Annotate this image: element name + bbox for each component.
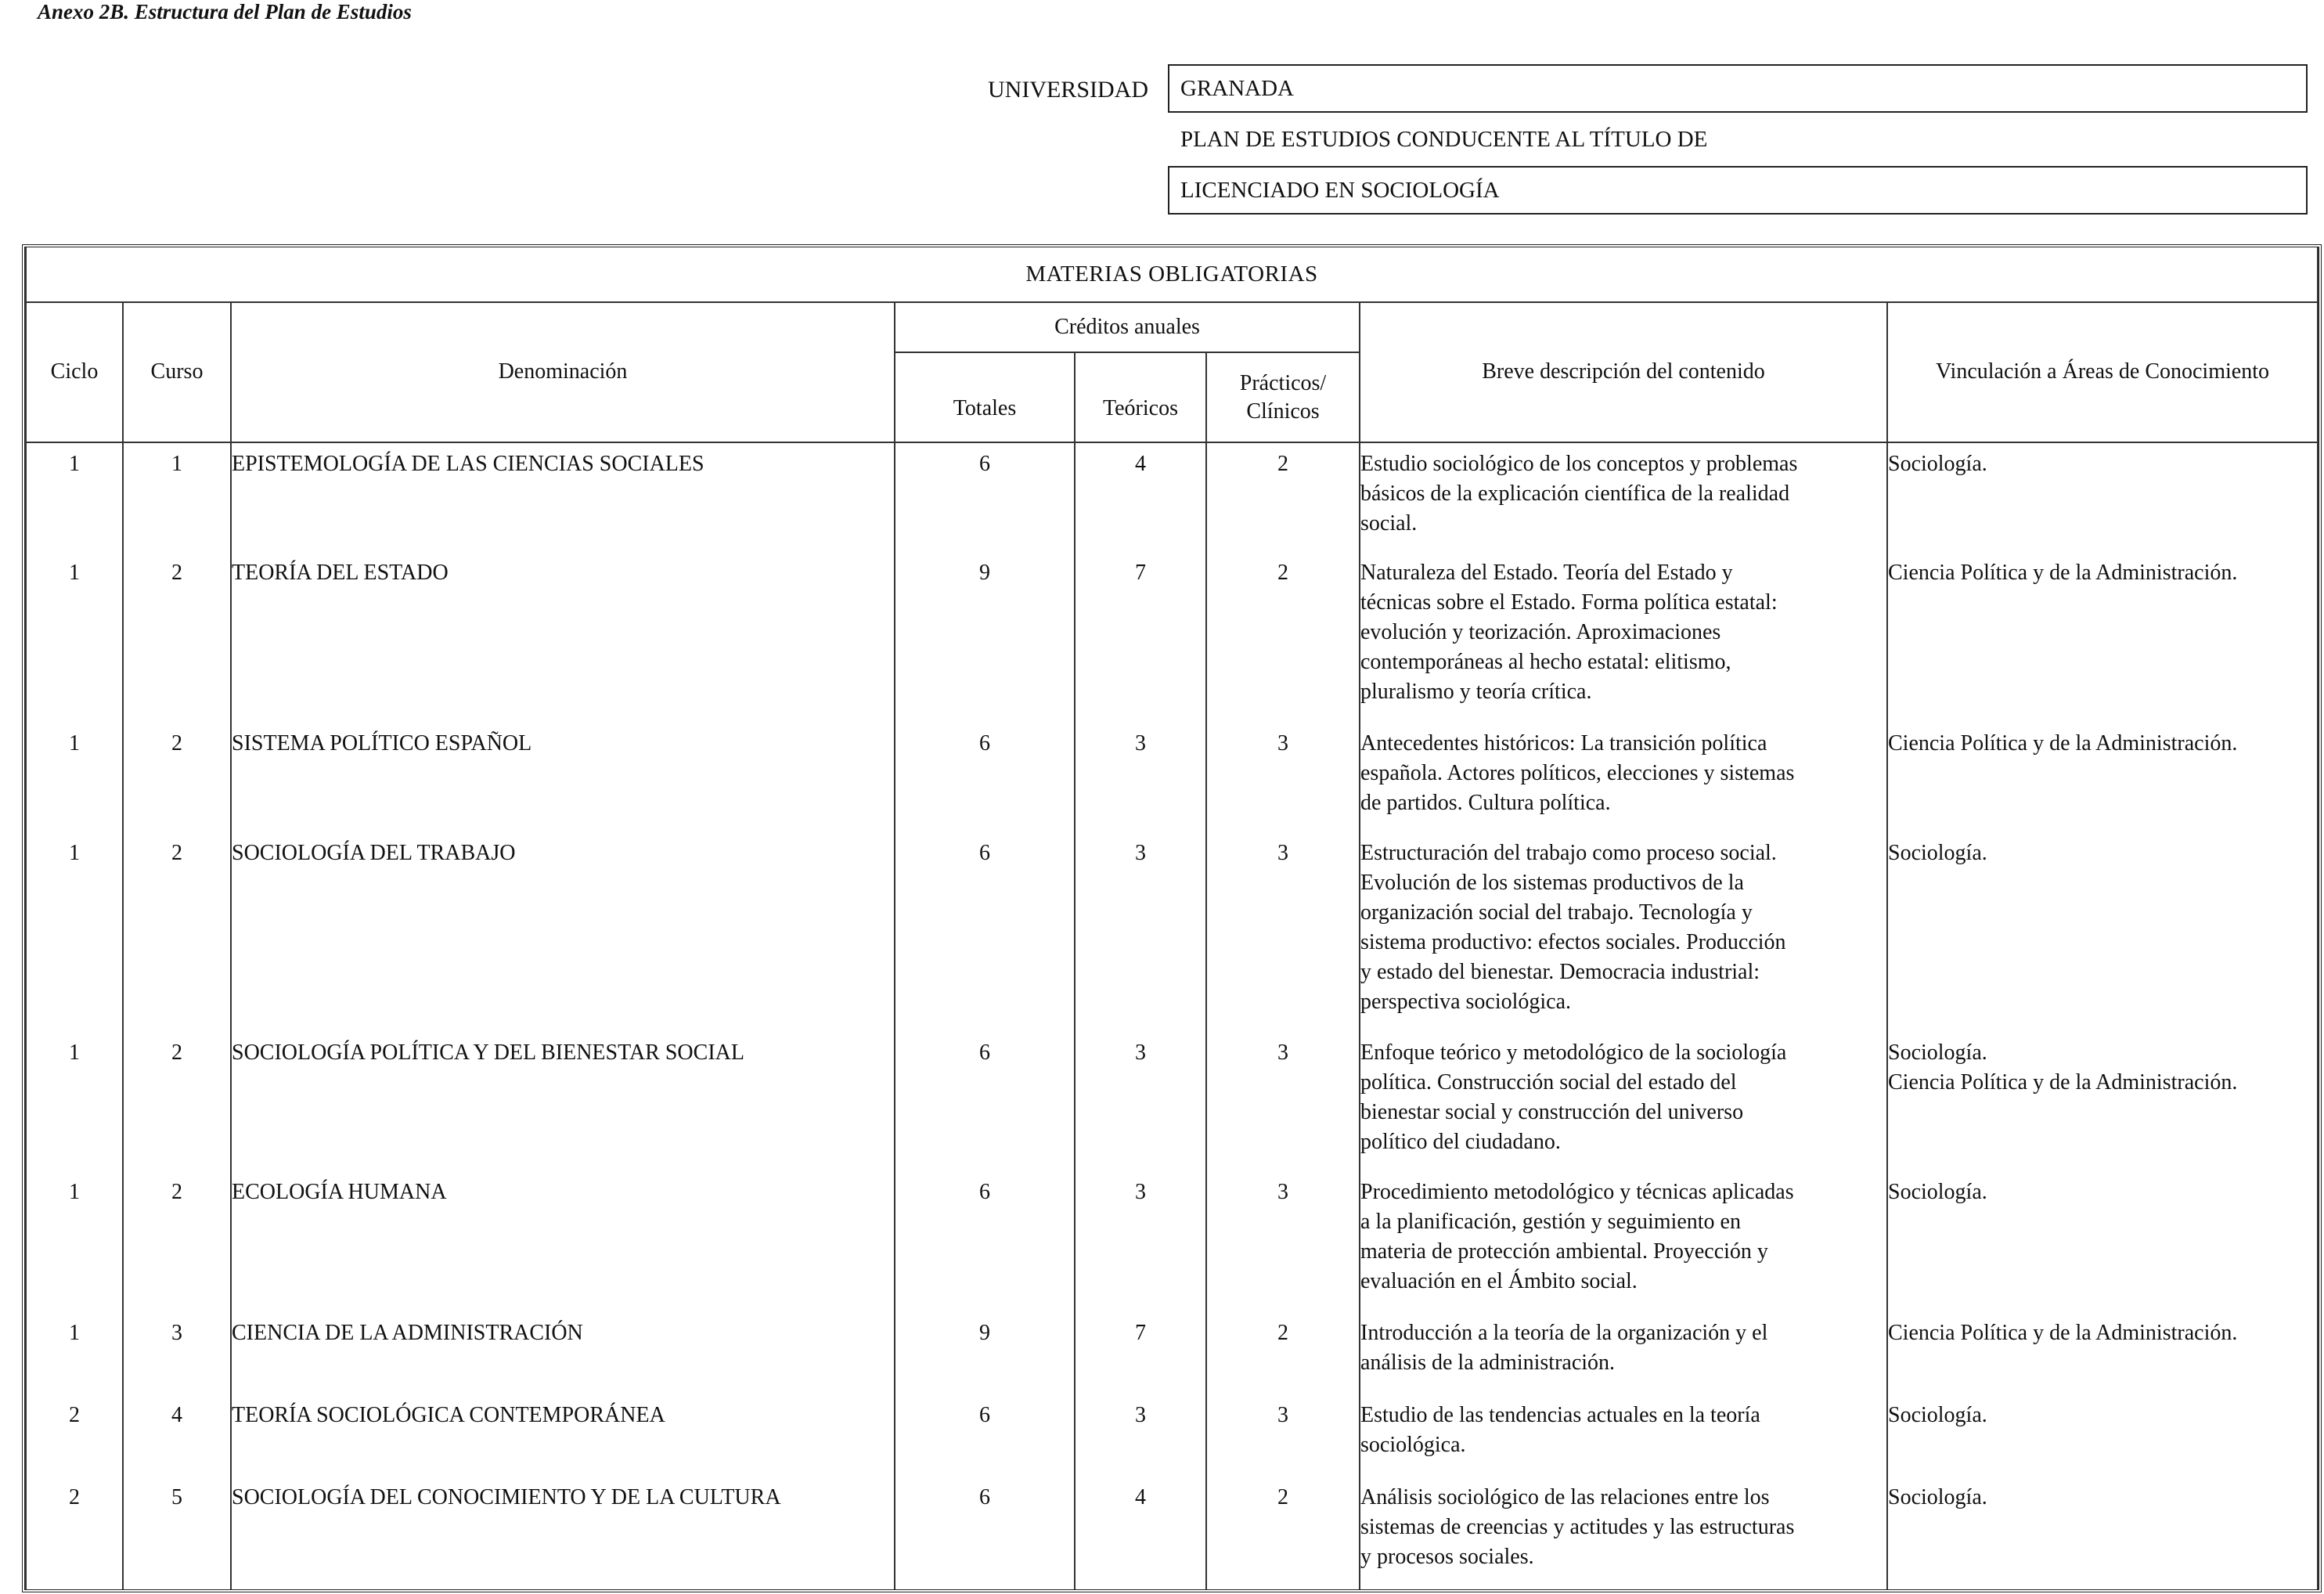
cell-totales: 9 xyxy=(895,1312,1075,1394)
header-curso: Curso xyxy=(123,302,231,442)
description-line: Procedimiento metodológico y técnicas aplicadas xyxy=(1360,1180,1794,1205)
cell-descripcion xyxy=(1360,723,1887,832)
cell-teoricos: 3 xyxy=(1075,723,1206,832)
area-line: Sociología. xyxy=(1888,452,1987,477)
cell-totales: 9 xyxy=(895,552,1075,723)
cell-vinculacion xyxy=(1887,552,2318,723)
subjects-table xyxy=(22,244,2322,1592)
area-line: Sociología. xyxy=(1888,1180,1987,1205)
cell-practicos: 2 xyxy=(1206,1477,1360,1580)
cell-vinculacion xyxy=(1887,1394,2318,1477)
cell-curso: 4 xyxy=(123,1394,231,1477)
cell-curso: 3 xyxy=(123,1312,231,1394)
cell-curso: 2 xyxy=(123,1171,231,1312)
cell-totales: 6 xyxy=(895,442,1075,552)
header-practicos: Prácticos/ Clínicos xyxy=(1206,352,1360,442)
cell-denominacion: TEORÍA SOCIOLÓGICA CONTEMPORÁNEA xyxy=(231,1394,895,1477)
description-line: Estructuración del trabajo como proceso social. xyxy=(1360,841,1777,866)
header-teoricos: Teóricos xyxy=(1075,352,1206,442)
subjects-table-grid xyxy=(25,247,2319,1589)
table-body xyxy=(26,442,2318,1589)
plan-label: PLAN DE ESTUDIOS CONDUCENTE AL TÍTULO DE xyxy=(1180,127,1708,152)
description-line: y procesos sociales. xyxy=(1360,1545,1534,1570)
table-row xyxy=(26,723,2318,832)
degree-field: LICENCIADO EN SOCIOLOGÍA xyxy=(1168,166,2308,215)
cell-teoricos: 3 xyxy=(1075,832,1206,1032)
cell-totales: 6 xyxy=(895,1171,1075,1312)
filler-cell xyxy=(123,1580,231,1589)
cell-vinculacion xyxy=(1887,1171,2318,1312)
cell-ciclo: 2 xyxy=(26,1477,123,1580)
cell-vinculacion xyxy=(1887,832,2318,1032)
cell-curso: 2 xyxy=(123,832,231,1032)
description-line: materia de protección ambiental. Proyección y xyxy=(1360,1239,1768,1264)
cell-teoricos: 3 xyxy=(1075,1171,1206,1312)
description-line: político del ciudadano. xyxy=(1360,1130,1561,1155)
cell-descripcion xyxy=(1360,1312,1887,1394)
header-descripcion: Breve descripción del contenido xyxy=(1360,302,1887,442)
cell-denominacion: EPISTEMOLOGÍA DE LAS CIENCIAS SOCIALES xyxy=(231,442,895,552)
cell-practicos: 2 xyxy=(1206,1312,1360,1394)
filler-cell xyxy=(231,1580,895,1589)
cell-denominacion: CIENCIA DE LA ADMINISTRACIÓN xyxy=(231,1312,895,1394)
description-line: a la planificación, gestión y seguimiento en xyxy=(1360,1210,1741,1235)
filler-cell xyxy=(895,1580,1075,1589)
description-line: sistemas de creencias y actitudes y las estructuras xyxy=(1360,1515,1795,1540)
description-line: básicos de la explicación científica de la realidad xyxy=(1360,481,1790,507)
area-line: Ciencia Política y de la Administración. xyxy=(1888,1321,2238,1346)
cell-denominacion: ECOLOGÍA HUMANA xyxy=(231,1171,895,1312)
description-line: Enfoque teórico y metodológico de la sociología xyxy=(1360,1040,1787,1066)
description-line: Análisis sociológico de las relaciones entre los xyxy=(1360,1485,1770,1510)
description-line: social. xyxy=(1360,511,1418,536)
cell-teoricos: 3 xyxy=(1075,1394,1206,1477)
cell-totales: 6 xyxy=(895,1477,1075,1580)
cell-curso: 5 xyxy=(123,1477,231,1580)
cell-descripcion xyxy=(1360,1394,1887,1477)
cell-ciclo: 2 xyxy=(26,1394,123,1477)
cell-denominacion: SOCIOLOGÍA POLÍTICA Y DEL BIENESTAR SOCIAL xyxy=(231,1032,895,1171)
description-line: contemporáneas al hecho estatal: elitismo, xyxy=(1360,650,1731,675)
description-line: bienestar social y construcción del universo xyxy=(1360,1100,1744,1125)
cell-vinculacion xyxy=(1887,723,2318,832)
filler-cell xyxy=(1360,1580,1887,1589)
table-row xyxy=(26,832,2318,1032)
description-line: Estudio de las tendencias actuales en la teoría xyxy=(1360,1403,1760,1428)
table-row xyxy=(26,1477,2318,1580)
cell-descripcion xyxy=(1360,832,1887,1032)
cell-teoricos: 4 xyxy=(1075,442,1206,552)
table-row xyxy=(26,552,2318,723)
cell-vinculacion xyxy=(1887,1477,2318,1580)
cell-ciclo: 1 xyxy=(26,1312,123,1394)
description-line: de partidos. Cultura política. xyxy=(1360,791,1611,816)
description-line: y estado del bienestar. Democracia industrial: xyxy=(1360,960,1760,985)
area-line: Sociología. xyxy=(1888,841,1987,866)
cell-descripcion xyxy=(1360,442,1887,552)
cell-curso: 2 xyxy=(123,1032,231,1171)
cell-curso: 2 xyxy=(123,723,231,832)
university-label: UNIVERSIDAD xyxy=(988,77,1148,103)
description-line: organización social del trabajo. Tecnología y xyxy=(1360,900,1753,925)
table-banner: MATERIAS OBLIGATORIAS xyxy=(26,247,2318,302)
cell-ciclo: 1 xyxy=(26,1171,123,1312)
cell-ciclo: 1 xyxy=(26,442,123,552)
cell-vinculacion xyxy=(1887,442,2318,552)
cell-teoricos: 7 xyxy=(1075,552,1206,723)
description-line: Estudio sociológico de los conceptos y problemas xyxy=(1360,452,1798,477)
cell-ciclo: 1 xyxy=(26,723,123,832)
description-line: Naturaleza del Estado. Teoría del Estado y xyxy=(1360,561,1733,586)
cell-ciclo: 1 xyxy=(26,832,123,1032)
area-line: Ciencia Política y de la Administración. xyxy=(1888,1070,2238,1095)
cell-ciclo: 1 xyxy=(26,1032,123,1171)
header-vinculacion: Vinculación a Áreas de Conocimiento xyxy=(1887,302,2318,442)
cell-denominacion: SISTEMA POLÍTICO ESPAÑOL xyxy=(231,723,895,832)
description-line: política. Construcción social del estado del xyxy=(1360,1070,1737,1095)
cell-curso: 1 xyxy=(123,442,231,552)
header-creditos: Créditos anuales xyxy=(895,302,1360,353)
cell-practicos: 2 xyxy=(1206,552,1360,723)
filler-row xyxy=(26,1580,2318,1589)
description-line: pluralismo y teoría crítica. xyxy=(1360,680,1592,705)
cell-descripcion xyxy=(1360,552,1887,723)
description-line: Antecedentes históricos: La transición política xyxy=(1360,731,1767,756)
description-line: perspectiva sociológica. xyxy=(1360,990,1572,1015)
area-line: Ciencia Política y de la Administración. xyxy=(1888,731,2238,756)
cell-teoricos: 3 xyxy=(1075,1032,1206,1171)
table-row xyxy=(26,1312,2318,1394)
cell-denominacion: SOCIOLOGÍA DEL CONOCIMIENTO Y DE LA CULTURA xyxy=(231,1477,895,1580)
description-line: evaluación en el Ámbito social. xyxy=(1360,1269,1638,1294)
cell-descripcion xyxy=(1360,1477,1887,1580)
description-line: española. Actores políticos, elecciones y sistemas xyxy=(1360,761,1795,786)
description-line: técnicas sobre el Estado. Forma política estatal: xyxy=(1360,590,1778,615)
area-line: Sociología. xyxy=(1888,1040,1987,1066)
cell-totales: 6 xyxy=(895,1394,1075,1477)
table-row xyxy=(26,442,2318,552)
cell-vinculacion xyxy=(1887,1032,2318,1171)
annex-title: Anexo 2B. Estructura del Plan de Estudios xyxy=(38,0,412,23)
table-row xyxy=(26,1171,2318,1312)
cell-practicos: 3 xyxy=(1206,832,1360,1032)
filler-cell xyxy=(1206,1580,1360,1589)
filler-cell xyxy=(26,1580,123,1589)
description-line: Evolución de los sistemas productivos de la xyxy=(1360,871,1744,896)
cell-practicos: 3 xyxy=(1206,1394,1360,1477)
header-totales: Totales xyxy=(895,352,1075,442)
cell-totales: 6 xyxy=(895,832,1075,1032)
cell-practicos: 3 xyxy=(1206,1032,1360,1171)
header-denominacion: Denominación xyxy=(231,302,895,442)
cell-teoricos: 7 xyxy=(1075,1312,1206,1394)
area-line: Sociología. xyxy=(1888,1485,1987,1510)
description-line: Introducción a la teoría de la organización y el xyxy=(1360,1321,1768,1346)
description-line: evolución y teorización. Aproximaciones xyxy=(1360,620,1721,645)
cell-descripcion xyxy=(1360,1032,1887,1171)
cell-vinculacion xyxy=(1887,1312,2318,1394)
header-ciclo: Ciclo xyxy=(26,302,123,442)
area-line: Sociología. xyxy=(1888,1403,1987,1428)
cell-descripcion xyxy=(1360,1171,1887,1312)
cell-denominacion: SOCIOLOGÍA DEL TRABAJO xyxy=(231,832,895,1032)
description-line: sociológica. xyxy=(1360,1433,1466,1458)
cell-ciclo: 1 xyxy=(26,552,123,723)
table-row xyxy=(26,1032,2318,1171)
cell-curso: 2 xyxy=(123,552,231,723)
description-line: análisis de la administración. xyxy=(1360,1351,1616,1376)
area-line: Ciencia Política y de la Administración. xyxy=(1888,561,2238,586)
description-line: sistema productivo: efectos sociales. Producción xyxy=(1360,930,1786,955)
table-row xyxy=(26,1394,2318,1477)
cell-totales: 6 xyxy=(895,1032,1075,1171)
cell-totales: 6 xyxy=(895,723,1075,832)
cell-practicos: 3 xyxy=(1206,1171,1360,1312)
cell-teoricos: 4 xyxy=(1075,1477,1206,1580)
filler-cell xyxy=(1887,1580,2318,1589)
cell-denominacion: TEORÍA DEL ESTADO xyxy=(231,552,895,723)
university-field: GRANADA xyxy=(1168,64,2308,113)
cell-practicos: 2 xyxy=(1206,442,1360,552)
filler-cell xyxy=(1075,1580,1206,1589)
cell-practicos: 3 xyxy=(1206,723,1360,832)
